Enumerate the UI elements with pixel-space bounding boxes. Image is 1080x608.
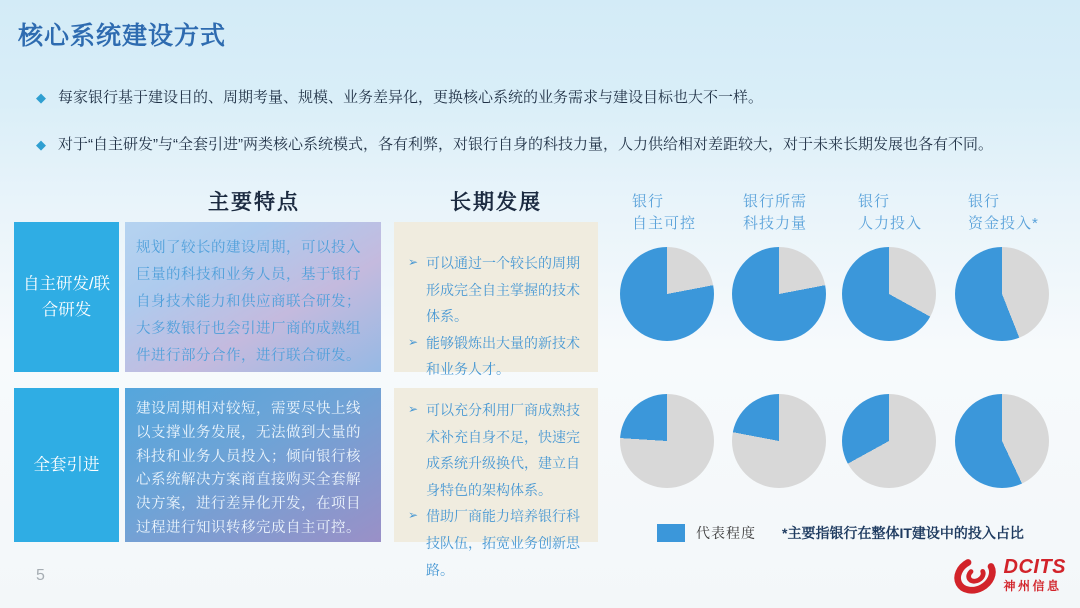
pie-chart-r2-autonomy <box>620 394 714 488</box>
row-label-text: 全套引进 <box>33 455 100 474</box>
longterm-item <box>400 397 590 503</box>
pie-chart-r1-autonomy <box>620 247 714 341</box>
pie-chart-r2-tech-power <box>732 394 826 488</box>
longterm-text: 可以通过一个较长的周期形成完全自主掌握的技术体系。 <box>426 255 580 325</box>
features-text: 建设周期相对较短，需要尽快上线以支撑业务发展，无法做到大量的科技和业务人员投入；倾向银行核心系统解决方案商直接购买全套解决方案，进行差异化开发，在项目过程进行知识转移完成自主可控。 <box>136 401 361 536</box>
bullet-item <box>36 134 1056 156</box>
features-text: 规划了较长的建设周期，可以投入巨量的科技和业务人员，基于银行自身技术能力和供应商联合研发；大多数银行也会引进厂商的成熟组件进行部分合作，进行联合研发。 <box>136 240 361 364</box>
arrow-bullet-icon: ➢ <box>407 508 419 523</box>
page-number: 5 <box>36 567 45 584</box>
features-cell-row2 <box>125 388 381 542</box>
row-label-full-import <box>14 388 119 542</box>
legend-footnote: *主要指银行在整体IT建设中的投入占比 <box>782 525 1024 541</box>
row-label-text: 自主研发/联合研发 <box>22 274 111 319</box>
pie-column-header-capital: 银行 资金投入* <box>968 193 1039 232</box>
longterm-item <box>400 330 590 383</box>
intro-bullets <box>36 87 1056 181</box>
pie-chart-r1-tech-power <box>732 247 826 341</box>
pie-chart-r1-manpower <box>842 247 936 341</box>
longterm-cell-row1 <box>394 222 598 378</box>
page-title: 核心系统建设方式 <box>18 22 227 50</box>
dcits-swirl-icon <box>952 554 998 596</box>
column-header-longterm: 长期发展 <box>450 191 542 214</box>
arrow-bullet-icon: ➢ <box>407 334 419 349</box>
pie-column-header-autonomy: 银行 自主可控 <box>632 193 697 232</box>
features-cell-row1 <box>125 222 381 372</box>
bullet-item <box>36 87 1056 109</box>
pie-column-header-manpower: 银行 人力投入 <box>858 193 923 232</box>
logo-text: DCITS <box>1003 556 1066 579</box>
pie-chart-r1-capital <box>955 247 1049 341</box>
longterm-text: 借助厂商能力培养银行科技队伍，拓宽业务创新思路。 <box>426 508 580 578</box>
bullet-text: 对于“自主研发”与“全套引进”两类核心系统模式，各有利弊，对银行自身的科技力量，人力供给相对差距较大，对于未来长期发展也各有不同。 <box>58 135 993 153</box>
logo-words <box>1004 557 1067 593</box>
arrow-bullet-icon: ➢ <box>407 402 419 416</box>
column-header-features: 主要特点 <box>208 191 300 214</box>
row-label-self-developed <box>14 222 119 372</box>
logo-subtext: 神州信息 <box>1003 579 1062 594</box>
diamond-bullet-icon: ◆ <box>36 90 46 105</box>
company-logo <box>952 554 1067 596</box>
pie-chart-r2-manpower <box>842 394 936 488</box>
longterm-item <box>400 250 590 330</box>
longterm-text: 能够锻炼出大量的新技术和业务人才。 <box>426 334 580 378</box>
pie-column-header-tech-power: 银行所需 科技力量 <box>743 193 808 232</box>
arrow-bullet-icon: ➢ <box>407 255 419 269</box>
legend-label: 代表程度 <box>696 525 756 541</box>
diamond-bullet-icon: ◆ <box>36 136 46 152</box>
chart-legend <box>657 523 1024 543</box>
bullet-text: 每家银行基于建设目的、周期考量、规模、业务差异化，更换核心系统的业务需求与建设目标也大不一样。 <box>58 89 764 106</box>
longterm-text: 可以充分利用厂商成熟技术补充自身不足，快速完成系统升级换代，建立自身特色的架构体系。 <box>426 402 580 498</box>
longterm-cell-row2 <box>394 388 598 578</box>
longterm-item <box>400 503 590 583</box>
pie-chart-r2-capital <box>955 394 1049 488</box>
legend-swatch <box>657 524 685 542</box>
